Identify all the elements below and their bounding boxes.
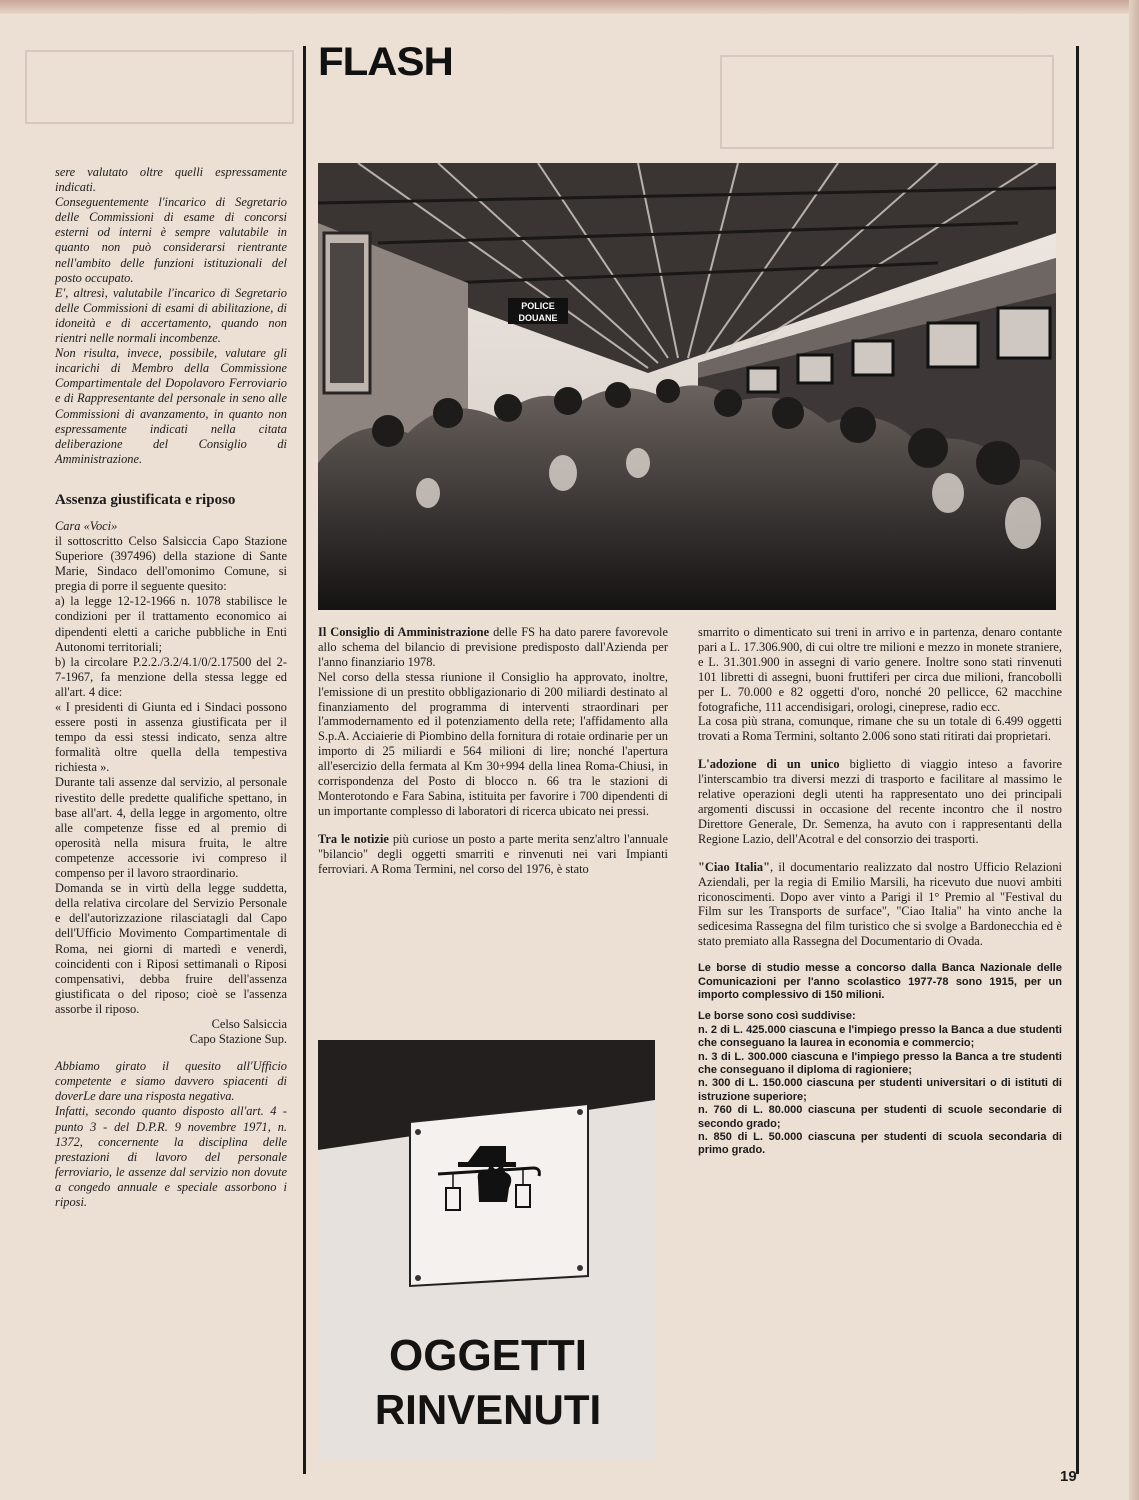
intro-paragraph: Conseguentemente l'incarico di Segretario delle Commissioni di esame di concorsi esterni od interni è sempre valutabile in quanto non può considerarsi rientrante nell'ambito delle funzioni istituzionali del posto occupato. [55,195,287,285]
news-paragraph: biglietto di viaggio inteso a favorire l'interscambio tra diversi mezzi di trasporto e facilitare al massimo le relative operazioni degli utenti ha rappresentato uno dei principali argomenti discussi in occasione del recente incontro che il nostro Direttore Generale, Dr. Semenza, ha avuto con i rappresentanti della Regione Lazio, dell'Acotral e del consorzio dei trasporti. [698,757,1062,846]
news-paragraph: , il documentario realizzato dal nostro Ufficio Relazioni Aziendali, per la regia di Emilio Marsili, ha ricevuto due nuovi ambiti riconoscimenti. Dopo aver vinto a Parigi il 1° Premio al "Festival du Film sur les Transports de surface", "Ciao Italia" ha vinto anche la sedicesima Rassegna del film turistico che si svolge a Bardonecchia ed è stato premiato alla Rassegna del Documentario di Ovada. [698,859,1062,949]
lost-property-sign-line2: RINVENUTI [374,1386,602,1433]
lost-property-sign-line1: OGGETTI [389,1331,587,1380]
letter-salutation: Cara «Voci» [55,518,118,533]
lead-in: "Ciao Italia" [698,859,770,874]
station-platform-photo [318,163,1056,610]
page-top-edge [0,0,1139,14]
scholarship-item: n. 760 di L. 80.000 ciascuna per studenti di scuole secondarie di secondo grado; [698,1104,1062,1130]
page-right-edge [1129,0,1139,1500]
news-paragraph: delle FS ha dato parere favorevole allo schema del bilancio di previsione predisposto dall'Azienda per l'anno finanziario 1978. [318,625,668,669]
intro-paragraph: Non risulta, invece, possibile, valutare gli incarichi di Membro della Commissione Compartimentale del Dopolavoro Ferroviario e di Rappresentante del personale in seno alle Commissioni di avanzamento, in quanto non espressamente indicati nella citata deliberazione del Consiglio di Amministrazione. [55,346,287,466]
left-column [55,165,287,1210]
news-paragraph: più curiose un posto a parte merita senz'altro l'annuale "bilancio" degli oggetti smarriti e rinvenuti nei vari Impianti ferroviari. A Roma Termini, nel corso del 1976, è stato [318,831,668,876]
showthrough-frame [720,55,1054,149]
news-paragraph: Nel corso della stessa riunione il Consiglio ha approvato, inoltre, l'emissione di un prestito obbligazionario di 200 miliardi destinato al finanziamento del programma di interventi straordinari per l'ammodernamento ed il potenziamento della rete; l'affidamento alla S.p.A. Acciaierie di Piombino della fornitura di rotaie ordinarie per un importo di 25 miliardi e 564 milioni di lire; nonché l'apertura all'esercizio della fermata al Km 30+994 della linea Roma-Chiusi, in corrispondenza del Posto di blocco n. 66 tra le stazioni di Monterotondo e Fara Sabina, istituita per favorire i 700 dipendenti di un importante complesso di laboratori di ricerca ubicato nei pressi. [318,669,668,818]
news-paragraph: La cosa più strana, comunque, rimane che su un totale di 6.499 oggetti trovati a Roma Termini, soltanto 2.006 sono stati ritirati dai proprietari. [698,714,1062,744]
scholarship-item: n. 3 di L. 300.000 ciascuna e l'impiego presso la Banca a tre studenti che conseguano il diploma di ragioniere; [698,1050,1062,1076]
lost-property-illustration [318,1040,655,1460]
douane-sign-text: DOUANE [518,313,558,323]
letter-paragraph: Domanda se in virtù della legge suddetta, della relativa circolare del Servizio Personale e dell'autorizzazione rilasciatagli dal Capo dell'Ufficio Movimento Compartimentale di Roma, nei giorni di martedì e venerdì, coincidenti con i Riposi settimanali o Riposi compensativi, debba fruire dell'assenza giustificata o del riposo; cioè se l'assenza assorbe il riposo. [55,881,287,1016]
reply-paragraph: Abbiamo girato il quesito all'Ufficio competente e siamo davvero spiacenti di doverLe dare una risposta negativa. [55,1059,287,1104]
signature-title: Capo Stazione Sup. [189,1032,287,1047]
scholarship-item: n. 850 di L. 50.000 ciascuna per studenti di scuola secondaria di primo grado. [698,1131,1062,1157]
signature-name: Celso Salsiccia [211,1016,287,1031]
news-paragraph: smarrito o dimenticato sui treni in arrivo e in partenza, denaro contante pari a L. 17.306.900, di cui oltre tre milioni e mezzo in monete straniere, e L. 31.301.900 in assegni di vario genere. Inoltre sono stati rinvenuti 101 libretti di assegni, buoni fruttiferi per circa due milioni, francobolli per L. 70.000 e 82 oggetti d'oro, nonché 20 pellicce, 62 macchine fotografiche, 111 accendisigari, orologi, cineprese, radio ecc. [698,625,1062,714]
letter-paragraph: b) la circolare P.2.2./3.2/4.1/0/2.17500 del 2-7-1967, fa menzione della stessa legge ed all'art. 4 dice: [55,654,287,699]
page-number: 19 [1060,1468,1077,1485]
column-rule-left [303,46,306,1474]
lead-in: L'adozione di un unico [698,757,840,772]
letter-paragraph: « I presidenti di Giunta ed i Sindaci possono essere posti in assenza giustificata per il tempo da essi stessi indicato, senza altre formalità oltre quella della tempestiva richiesta ». [55,700,287,775]
middle-column [318,625,668,877]
intro-paragraph: E', altresì, valutabile l'incarico di Segretario delle Commissioni di esami di abilitazione, di idoneità e di accertamento, quando non rientri nelle normali incombenze. [55,285,287,346]
police-sign-text: POLICE [521,301,555,311]
scholarship-item: n. 300 di L. 150.000 ciascuna per studenti universitari o di istituti di istruzione superiore; [698,1077,1062,1103]
right-column [698,625,1062,1158]
showthrough-frame [25,50,294,124]
lead-in: Tra le notizie [318,831,389,846]
column-rule-right [1076,46,1079,1474]
scholarship-item: n. 2 di L. 425.000 ciascuna e l'impiego presso la Banca a due studenti che conseguano la laurea in economia e commercio; [698,1023,1062,1050]
article-heading: Assenza giustificata e riposo [55,491,236,508]
letter-paragraph: Durante tali assenze dal servizio, al personale rivestito delle predette qualifiche spettano, in base all'art. 4, della legge in argomento, oltre alle competenze fisse ed al premio di operosità nella misura fruita, le altre competenze accessorie ivi compreso il compenso per il lavoro straordinario. [55,775,287,881]
lost-property-photo [318,1040,655,1460]
letter-paragraph: a) la legge 12-12-1966 n. 1078 stabilisce le condizioni per il trattamento economico ai dipendenti eletti a cariche pubbliche in Enti Autonomi territoriali; [55,594,287,654]
reply-paragraph: Infatti, secondo quanto disposto all'art. 4 - punto 3 - del D.P.R. 9 novembre 1971, n. 1372, concernente la disciplina delle prestazioni di lavoro del personale ferroviario, le assenze dal servizio non dovute a congedo annuale e speciale assorbono i riposi. [55,1104,287,1209]
scholarship-notice [698,962,1062,1158]
section-title: FLASH [318,40,453,84]
scholarship-subhead: Le borse sono così suddivise: [698,1010,856,1023]
station-platform-illustration [318,163,1056,610]
letter-paragraph: il sottoscritto Celso Salsiccia Capo Stazione Superiore (397496) della stazione di Sante Marie, Sindaco dell'omonimo Comune, si pregia di porre il seguente quesito: [55,533,287,594]
intro-paragraph: sere valutato oltre quelli espressamente indicati. [55,165,287,195]
scholarship-intro: Le borse di studio messe a concorso dalla Banca Nazionale delle Comunicazioni per l'anno scolastico 1977-78 sono 1915, per un importo complessivo di 150 milioni. [698,962,1062,1001]
lead-in: Il Consiglio di Amministrazione [318,625,490,639]
